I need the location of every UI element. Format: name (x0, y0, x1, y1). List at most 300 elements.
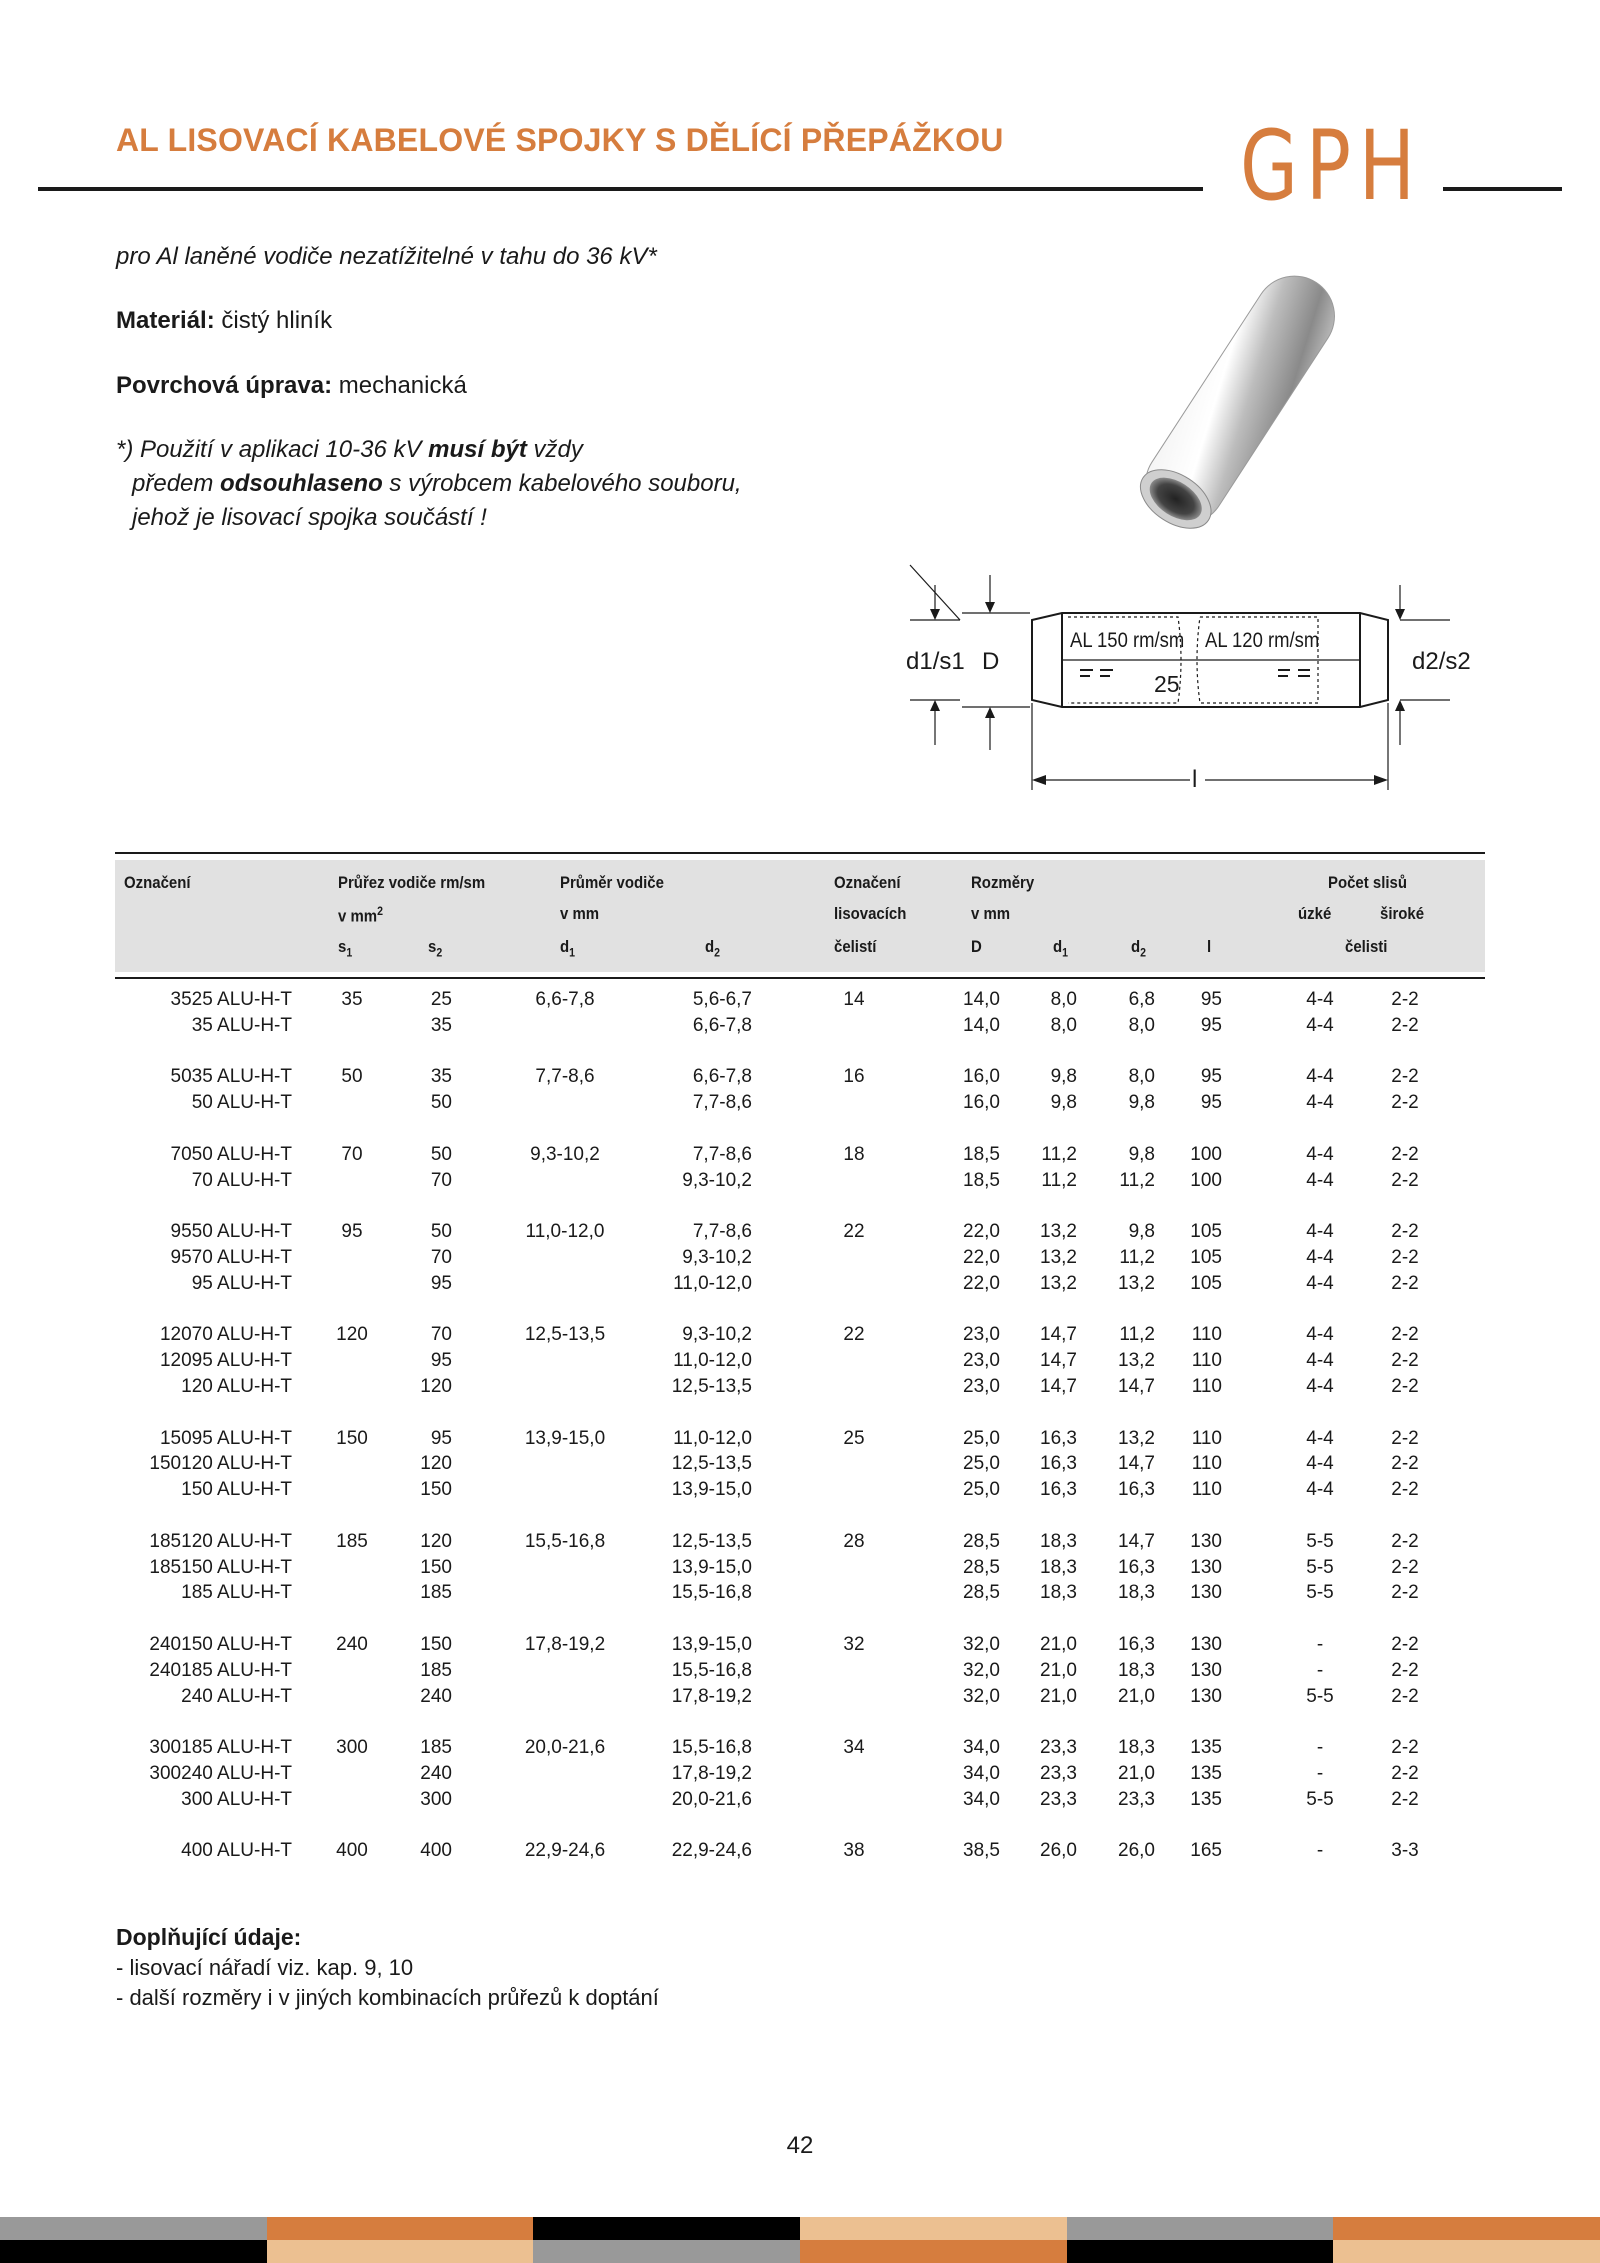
cell-D: 18,5 (963, 1143, 1000, 1165)
cell-dd1: 13,2 (1040, 1272, 1077, 1294)
cell-d2: 9,3-10,2 (682, 1324, 752, 1346)
cell-dd1: 11,2 (1041, 1143, 1077, 1165)
cell-dd1: 8,0 (1050, 989, 1077, 1010)
cell-n: 5-5 (1306, 1530, 1334, 1552)
cell-d1: 13,9-15,0 (524, 1427, 606, 1449)
cell-d2: 6,6-7,8 (692, 1066, 752, 1088)
cell-code: 150 ALU-H-T (181, 1479, 292, 1501)
cell-l: 110 (1191, 1375, 1222, 1397)
usage-note (116, 433, 742, 535)
cell-d1: 12,5-13,5 (524, 1324, 606, 1346)
cell-l: 100 (1190, 1143, 1222, 1165)
cell-d2: 7,7-8,6 (692, 1221, 752, 1243)
cell-dd1: 18,3 (1040, 1556, 1077, 1578)
cell-w: 2-2 (1391, 1221, 1419, 1243)
cell-n: 4-4 (1306, 1272, 1334, 1294)
footer-color-bar (0, 2217, 1600, 2263)
cell-n: - (1316, 1840, 1324, 1862)
label-d1s1: d1/s1 (906, 648, 965, 675)
cell-dd2: 13,2 (1118, 1427, 1155, 1449)
product-code: GPH (1240, 110, 1423, 222)
cell-D: 25,0 (963, 1479, 1000, 1501)
cell-n: 4-4 (1306, 1143, 1334, 1165)
cell-code: 400 ALU-H-T (181, 1840, 292, 1862)
cell-d2: 22,9-24,6 (671, 1840, 752, 1862)
cell-d1: 7,7-8,6 (535, 1066, 595, 1088)
cell-code: 300 ALU-H-T (181, 1788, 292, 1810)
cell-code: 9570 ALU-H-T (170, 1246, 292, 1268)
cell-dd1: 9,8 (1050, 1066, 1077, 1088)
cell-D: 22,0 (963, 1221, 1000, 1243)
cell-w: 2-2 (1391, 1427, 1419, 1449)
cell-dd1: 26,0 (1040, 1840, 1077, 1862)
table-row (0, 1247, 1600, 1273)
cell-w: 2-2 (1391, 1014, 1419, 1036)
cell-dd1: 23,3 (1040, 1788, 1077, 1810)
table-row (0, 1660, 1600, 1686)
cell-w: 2-2 (1391, 1350, 1419, 1372)
cell-l: 95 (1200, 1014, 1222, 1036)
cell-dd1: 23,3 (1040, 1737, 1077, 1759)
footer-bar-segment (1333, 2240, 1600, 2263)
cell-w: 2-2 (1391, 1582, 1419, 1604)
col-jaw-header-2: lisovacích (834, 904, 907, 923)
cell-w: 2-2 (1391, 1633, 1419, 1655)
col-dims-header: Rozměry (971, 873, 1035, 892)
cell-d1: 20,0-21,6 (524, 1737, 606, 1759)
cell-s1: 185 (336, 1530, 368, 1552)
cell-l: 135 (1190, 1737, 1222, 1759)
cell-w: 2-2 (1391, 1556, 1419, 1578)
cell-D: 23,0 (963, 1350, 1000, 1372)
cell-dd2: 6,8 (1128, 989, 1155, 1010)
material-value: čistý hliník (221, 307, 333, 334)
cell-dd1: 21,0 (1040, 1659, 1077, 1681)
product-photo (1090, 255, 1390, 545)
cell-s1: 50 (341, 1066, 363, 1088)
cell-dd2: 18,3 (1118, 1659, 1155, 1681)
cell-s1: 120 (336, 1324, 368, 1346)
label-l: l (1192, 766, 1198, 793)
cell-d2: 11,0-12,0 (673, 1427, 752, 1449)
cell-n: - (1316, 1659, 1324, 1681)
cell-s2: 185 (420, 1659, 452, 1681)
cell-n: 4-4 (1306, 1014, 1334, 1036)
header-rule-right (1443, 187, 1562, 191)
cell-l: 110 (1191, 1479, 1222, 1501)
table-row (0, 1840, 1600, 1866)
cell-dd2: 11,2 (1119, 1246, 1155, 1268)
col-cross-section-unit: v $mm^2$ (338, 904, 383, 926)
table-row (0, 1789, 1600, 1815)
cell-jaw: 38 (843, 1840, 865, 1862)
surface-line (116, 369, 467, 403)
cell-code: 35 ALU-H-T (191, 1014, 292, 1036)
cell-s1: 150 (336, 1427, 368, 1449)
footer-bar-segment (1067, 2240, 1334, 2263)
cell-dd2: 8,0 (1128, 1066, 1155, 1088)
additional-info (116, 1922, 659, 2013)
cell-s2: 95 (430, 1427, 452, 1449)
note-part: s výrobcem kabelového souboru, (382, 470, 742, 497)
cell-dd2: 16,3 (1118, 1633, 1155, 1655)
cell-dd1: 16,3 (1040, 1453, 1077, 1475)
table-top-rule (115, 852, 1485, 854)
cell-dd1: 11,2 (1041, 1169, 1077, 1191)
cell-d2: 15,5-16,8 (671, 1659, 752, 1681)
cell-D: 28,5 (963, 1530, 1000, 1552)
material-line (116, 304, 332, 338)
note-bold: musí být (428, 436, 527, 463)
cell-n: 5-5 (1306, 1582, 1334, 1604)
cell-l: 95 (1200, 1092, 1222, 1114)
cell-dd1: 21,0 (1040, 1685, 1077, 1707)
cell-code: 185 ALU-H-T (181, 1582, 292, 1604)
cell-code: 95 ALU-H-T (191, 1272, 292, 1294)
table-row (0, 1092, 1600, 1118)
cell-D: 14,0 (963, 989, 1000, 1010)
cell-w: 2-2 (1391, 1659, 1419, 1681)
cell-l: 130 (1190, 1633, 1222, 1655)
cell-dd2: 23,3 (1118, 1788, 1155, 1810)
cell-s2: 35 (430, 1014, 452, 1036)
cell-code: 7050 ALU-H-T (170, 1143, 292, 1165)
cell-dd1: 9,8 (1050, 1092, 1077, 1114)
col-diameter-header: Průměr vodiče (560, 873, 664, 892)
cell-dd1: 16,3 (1040, 1479, 1077, 1501)
cell-jaw: 32 (843, 1633, 865, 1655)
cell-s2: 300 (420, 1788, 452, 1810)
cell-n: 4-4 (1306, 1169, 1334, 1191)
cell-w: 2-2 (1391, 1685, 1419, 1707)
cell-s1: 95 (341, 1221, 363, 1243)
cell-s2: 70 (430, 1169, 452, 1191)
cell-w: 2-2 (1391, 1092, 1419, 1114)
cell-dd2: 21,0 (1118, 1762, 1155, 1784)
cell-jaw: 25 (843, 1427, 865, 1449)
cell-dd2: 16,3 (1118, 1479, 1155, 1501)
footer-bar-bottom (0, 2240, 1600, 2263)
cell-d2: 17,8-19,2 (671, 1762, 752, 1784)
table-header-rule (115, 977, 1485, 979)
cell-dd2: 18,3 (1118, 1737, 1155, 1759)
col-cross-section-header: Průřez vodiče rm/sm (338, 873, 486, 892)
cell-D: 23,0 (963, 1324, 1000, 1346)
col-jaw-header: Označení (834, 873, 901, 892)
table-row (0, 1531, 1600, 1557)
cell-code: 185150 ALU-H-T (149, 1556, 292, 1578)
table-row (0, 1066, 1600, 1092)
cell-w: 2-2 (1391, 1788, 1419, 1810)
footer-bar-top (0, 2217, 1600, 2240)
cell-s2: 240 (420, 1685, 452, 1707)
cell-d2: 15,5-16,8 (671, 1737, 752, 1759)
cell-l: 135 (1190, 1788, 1222, 1810)
cell-code: 240 ALU-H-T (181, 1685, 292, 1707)
col-diameter-unit: v mm (560, 904, 600, 923)
cell-s2: 120 (420, 1530, 452, 1552)
cell-s1: 400 (336, 1840, 368, 1862)
cell-code: 150120 ALU-H-T (149, 1453, 292, 1475)
footer-bar-segment (267, 2240, 534, 2263)
cell-code: 5035 ALU-H-T (170, 1066, 292, 1088)
table-body (0, 989, 1600, 1866)
col-s1-header: $s_1$ (338, 937, 353, 960)
marking-right: AL 120 rm/sm (1205, 628, 1320, 653)
col-s2-header: $s_2$ (428, 937, 443, 960)
cell-d2: 9,3-10,2 (682, 1246, 752, 1268)
cell-d2: 7,7-8,6 (692, 1143, 752, 1165)
table-row (0, 1350, 1600, 1376)
label-D: D (982, 648, 1000, 675)
note-part: vždy (526, 436, 583, 463)
cell-l: 130 (1190, 1556, 1222, 1578)
cell-code: 185120 ALU-H-T (149, 1530, 292, 1552)
cell-d2: 13,9-15,0 (671, 1556, 752, 1578)
footer-bar-segment (0, 2217, 267, 2240)
cell-l: 130 (1190, 1530, 1222, 1552)
cell-dd2: 8,0 (1128, 1014, 1155, 1036)
cell-D: 32,0 (963, 1685, 1000, 1707)
material-label: Materiál: (116, 307, 215, 334)
cell-n: 5-5 (1306, 1556, 1334, 1578)
cell-d2: 11,0-12,0 (673, 1350, 752, 1372)
cell-D: 34,0 (963, 1737, 1000, 1759)
cell-d2: 6,6-7,8 (692, 1014, 752, 1036)
footer-bar-segment (800, 2217, 1067, 2240)
col-designation-header: Označení (124, 873, 191, 892)
header-rule-left (38, 187, 1203, 191)
cell-s2: 50 (430, 1143, 452, 1165)
cell-dd2: 18,3 (1118, 1582, 1155, 1604)
cell-code: 300185 ALU-H-T (149, 1737, 292, 1759)
cell-dd2: 14,7 (1118, 1375, 1155, 1397)
cell-s2: 185 (420, 1582, 452, 1604)
footer-bar-segment (267, 2217, 534, 2240)
cell-s1: 240 (336, 1633, 368, 1655)
cell-dd1: 21,0 (1040, 1633, 1077, 1655)
cell-n: - (1316, 1762, 1324, 1784)
cell-code: 15095 ALU-H-T (159, 1427, 292, 1449)
cell-dd1: 13,2 (1040, 1221, 1077, 1243)
cell-d1: 11,0-12,0 (525, 1221, 605, 1243)
table-row (0, 1170, 1600, 1196)
cell-dd1: 14,7 (1040, 1350, 1077, 1372)
cell-dd2: 9,8 (1128, 1221, 1155, 1243)
table-row (0, 1221, 1600, 1247)
cell-l: 130 (1190, 1582, 1222, 1604)
cell-dd1: 16,3 (1040, 1427, 1077, 1449)
cell-n: 4-4 (1306, 1453, 1334, 1475)
cell-w: 2-2 (1391, 1375, 1419, 1397)
subtitle-text: pro Al laněné vodiče nezatížitelné v tahu do 36 kV* (116, 243, 657, 270)
cell-d2: 15,5-16,8 (671, 1582, 752, 1604)
footer-bar-segment (1333, 2217, 1600, 2240)
cell-D: 14,0 (963, 1014, 1000, 1036)
table-row (0, 1324, 1600, 1350)
cell-n: 4-4 (1306, 1221, 1334, 1243)
cell-l: 110 (1191, 1350, 1222, 1372)
cell-d2: 7,7-8,6 (692, 1092, 752, 1114)
cell-s1: 35 (341, 989, 363, 1010)
table-row (0, 1428, 1600, 1454)
marking-left: AL 150 rm/sm (1070, 628, 1185, 653)
cell-s2: 70 (430, 1324, 452, 1346)
cell-l: 105 (1190, 1221, 1222, 1243)
cell-n: 4-4 (1306, 1375, 1334, 1397)
cell-l: 100 (1190, 1169, 1222, 1191)
cell-n: 4-4 (1306, 1350, 1334, 1372)
label-d2s2: d2/s2 (1412, 648, 1471, 675)
cell-w: 2-2 (1391, 1169, 1419, 1191)
note-part: jehož je lisovací spojka součástí ! (132, 504, 487, 531)
table-header-background (115, 860, 1485, 972)
cell-D: 34,0 (963, 1762, 1000, 1784)
cell-n: - (1316, 1633, 1324, 1655)
cell-l: 105 (1190, 1272, 1222, 1294)
cell-dd2: 11,2 (1119, 1324, 1155, 1346)
footer-bar-segment (800, 2240, 1067, 2263)
cell-d2: 5,6-6,7 (692, 989, 752, 1010)
cell-s2: 240 (420, 1762, 452, 1784)
cell-dd2: 14,7 (1118, 1530, 1155, 1552)
note-bold: odsouhlaseno (220, 470, 383, 497)
cell-l: 95 (1200, 1066, 1222, 1088)
cell-jaw: 16 (843, 1066, 865, 1088)
page-number: 42 (786, 2132, 814, 2159)
cell-s2: 95 (430, 1350, 452, 1372)
cell-jaw: 28 (843, 1530, 865, 1552)
cell-s2: 35 (430, 1066, 452, 1088)
cell-l: 135 (1190, 1762, 1222, 1784)
cell-D: 38,5 (963, 1840, 1000, 1862)
cell-l: 110 (1191, 1427, 1222, 1449)
cell-l: 165 (1190, 1840, 1222, 1862)
cell-D: 25,0 (963, 1427, 1000, 1449)
page-title: AL LISOVACÍ KABELOVÉ SPOJKY S DĚLÍCÍ PŘEPÁŽKOU (116, 122, 1004, 158)
table-row (0, 1015, 1600, 1041)
cell-D: 16,0 (963, 1092, 1000, 1114)
cell-D: 22,0 (963, 1246, 1000, 1268)
cell-w: 2-2 (1391, 1762, 1419, 1784)
cell-dd2: 9,8 (1128, 1143, 1155, 1165)
col-wide-header: široké (1380, 904, 1425, 923)
cell-s2: 120 (420, 1375, 452, 1397)
dimension-drawing (900, 565, 1471, 800)
footer-bar-segment (1067, 2217, 1334, 2240)
cell-dd2: 14,7 (1118, 1453, 1155, 1475)
cell-code: 3525 ALU-H-T (170, 989, 292, 1010)
cell-n: - (1316, 1737, 1324, 1759)
col-jaw-header-3: čelistí (834, 937, 877, 956)
cell-w: 2-2 (1391, 1453, 1419, 1475)
cell-dd2: 9,8 (1128, 1092, 1155, 1114)
surface-value: mechanická (338, 372, 467, 399)
cell-D: 16,0 (963, 1066, 1000, 1088)
table-row (0, 1273, 1600, 1299)
cell-dd2: 11,2 (1119, 1169, 1155, 1191)
cell-s2: 150 (420, 1556, 452, 1578)
cell-n: 5-5 (1306, 1685, 1334, 1707)
col-d2-header: $d_2$ (705, 937, 721, 960)
cell-s2: 120 (420, 1453, 452, 1475)
cell-dd1: 13,2 (1040, 1246, 1077, 1268)
marking-number: 25 (1154, 671, 1180, 697)
table-row (0, 1144, 1600, 1170)
cell-d2: 12,5-13,5 (671, 1453, 752, 1475)
table-row (0, 1453, 1600, 1479)
cell-d1: 15,5-16,8 (524, 1530, 606, 1552)
col-presses-header: Počet slisů (1328, 873, 1407, 892)
cell-l: 95 (1200, 989, 1222, 1010)
cell-w: 2-2 (1391, 1737, 1419, 1759)
col-dd2-header: $d_2$ (1131, 937, 1147, 960)
cell-D: 25,0 (963, 1453, 1000, 1475)
cell-jaw: 22 (843, 1221, 865, 1243)
cell-w: 3-3 (1391, 1840, 1419, 1862)
cell-dd2: 13,2 (1118, 1272, 1155, 1294)
cell-s1: 70 (341, 1143, 363, 1165)
cell-l: 130 (1190, 1685, 1222, 1707)
cell-s2: 25 (430, 989, 452, 1010)
cell-w: 2-2 (1391, 1143, 1419, 1165)
cell-d2: 13,9-15,0 (671, 1479, 752, 1501)
table-row (0, 1479, 1600, 1505)
notes-line: - lisovací nářadí viz. kap. 9, 10 (116, 1955, 414, 1980)
cell-d1: 17,8-19,2 (524, 1633, 606, 1655)
cell-code: 9550 ALU-H-T (170, 1221, 292, 1243)
cell-s2: 185 (420, 1737, 452, 1759)
cell-D: 18,5 (963, 1169, 1000, 1191)
cell-code: 12070 ALU-H-T (159, 1324, 292, 1346)
cell-dd2: 16,3 (1118, 1556, 1155, 1578)
col-jaws-header: čelisti (1345, 937, 1388, 956)
cell-dd1: 18,3 (1040, 1530, 1077, 1552)
cell-w: 2-2 (1391, 1066, 1419, 1088)
notes-title: Doplňující údaje: (116, 1924, 302, 1950)
col-d1-header: $d_1$ (560, 937, 576, 960)
cell-dd2: 26,0 (1118, 1840, 1155, 1862)
cell-dd2: 21,0 (1118, 1685, 1155, 1707)
cell-dd1: 23,3 (1040, 1762, 1077, 1784)
col-narrow-header: úzké (1298, 904, 1332, 923)
table-row (0, 1376, 1600, 1402)
cell-D: 34,0 (963, 1788, 1000, 1810)
cell-d2: 12,5-13,5 (671, 1375, 752, 1397)
cell-n: 4-4 (1306, 1066, 1334, 1088)
cell-w: 2-2 (1391, 1246, 1419, 1268)
cell-n: 4-4 (1306, 1246, 1334, 1268)
cell-D: 32,0 (963, 1659, 1000, 1681)
cell-s2: 95 (430, 1272, 452, 1294)
cell-w: 2-2 (1391, 1272, 1419, 1294)
cell-dd1: 14,7 (1040, 1324, 1077, 1346)
cell-code: 240150 ALU-H-T (149, 1633, 292, 1655)
cell-n: 4-4 (1306, 1092, 1334, 1114)
cell-code: 70 ALU-H-T (191, 1169, 292, 1191)
cell-n: 4-4 (1306, 1427, 1334, 1449)
cell-code: 240185 ALU-H-T (149, 1659, 292, 1681)
cell-w: 2-2 (1391, 1324, 1419, 1346)
cell-d1: 6,6-7,8 (535, 989, 595, 1010)
cell-d1: 9,3-10,2 (530, 1143, 600, 1165)
table-row (0, 1686, 1600, 1712)
cell-dd1: 18,3 (1040, 1582, 1077, 1604)
cell-n: 4-4 (1306, 1479, 1334, 1501)
footer-bar-segment (533, 2240, 800, 2263)
note-part: *) Použití v aplikaci 10-36 kV (116, 436, 429, 463)
notes-line: - další rozměry i v jiných kombinacích průřezů k doptání (116, 1985, 659, 2010)
